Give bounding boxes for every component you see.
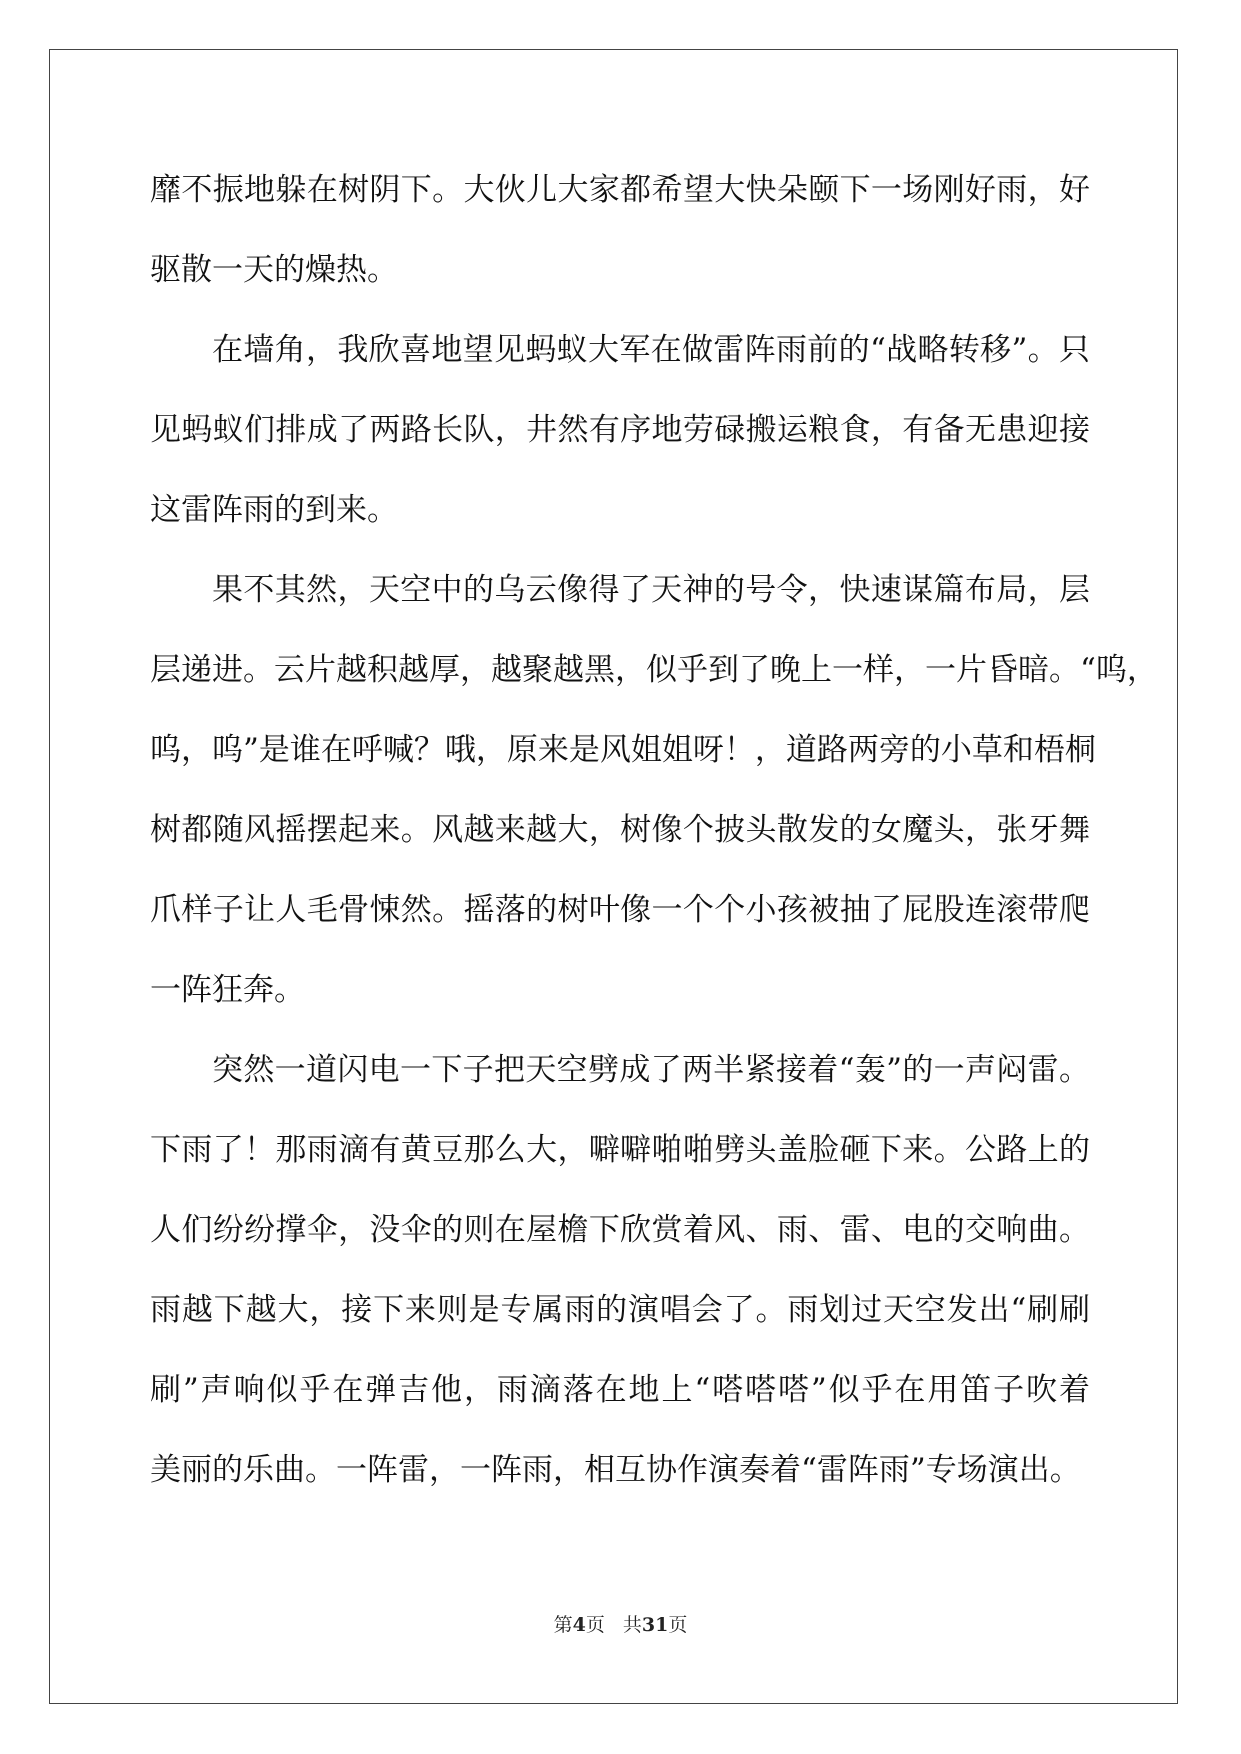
text-line: 人们纷纷撑伞，没伞的则在屋檐下欣赏着风、雨、雷、电的交响曲。 (150, 1212, 1090, 1248)
text-line: 雨越下越大，接下来则是专属雨的演唱会了。雨划过天空发出“刷刷 (150, 1292, 1090, 1328)
page-suffix: 页 (585, 1614, 605, 1636)
text-line: 层递进。云片越积越厚，越聚越黑，似乎到了晚上一样，一片昏暗。“呜， (150, 652, 1158, 688)
text-line: 在墙角，我欣喜地望见蚂蚁大军在做雷阵雨前的“战略转移”。只 (212, 332, 1090, 368)
text-line: 下雨了！那雨滴有黄豆那么大，噼噼啪啪劈头盖脸砸下来。公路上的 (150, 1132, 1090, 1168)
text-line: 树都随风摇摆起来。风越来越大，树像个披头散发的女魔头，张牙舞 (150, 812, 1090, 848)
text-line: 驱散一天的燥热。 (150, 252, 398, 288)
text-line: 见蚂蚁们排成了两路长队，井然有序地劳碌搬运粮食，有备无患迎接 (150, 412, 1090, 448)
document-body (150, 150, 1158, 1510)
text-line: 美丽的乐曲。一阵雷，一阵雨，相互协作演奏着“雷阵雨”专场演出。 (150, 1452, 1081, 1488)
text-line: 这雷阵雨的到来。 (150, 492, 398, 528)
page-number: 4 (572, 1614, 586, 1636)
text-line: 刷”声响似乎在弹吉他，雨滴落在地上“嗒嗒嗒”似乎在用笛子吹着 (150, 1372, 1090, 1408)
text-line: 呜，呜”是谁在呼喊？哦，原来是风姐姐呀！，道路两旁的小草和梧桐 (150, 732, 1096, 768)
text-line: 突然一道闪电一下子把天空劈成了两半紧接着“轰”的一声闷雷。 (212, 1052, 1090, 1088)
total-prefix: 共 (622, 1614, 642, 1636)
text-line: 果不其然，天空中的乌云像得了天神的号令，快速谋篇布局，层 (212, 572, 1090, 608)
page-footer (0, 1610, 1241, 1637)
text-line: 爪样子让人毛骨悚然。摇落的树叶像一个个小孩被抽了屁股连滚带爬 (150, 892, 1090, 928)
text-line: 靡不振地躲在树阴下。大伙儿大家都希望大快朵颐下一场刚好雨，好 (150, 172, 1090, 208)
text-line: 一阵狂奔。 (150, 972, 305, 1008)
total-pages: 31 (641, 1614, 669, 1636)
total-suffix: 页 (668, 1614, 688, 1636)
page-prefix: 第 (553, 1614, 573, 1636)
